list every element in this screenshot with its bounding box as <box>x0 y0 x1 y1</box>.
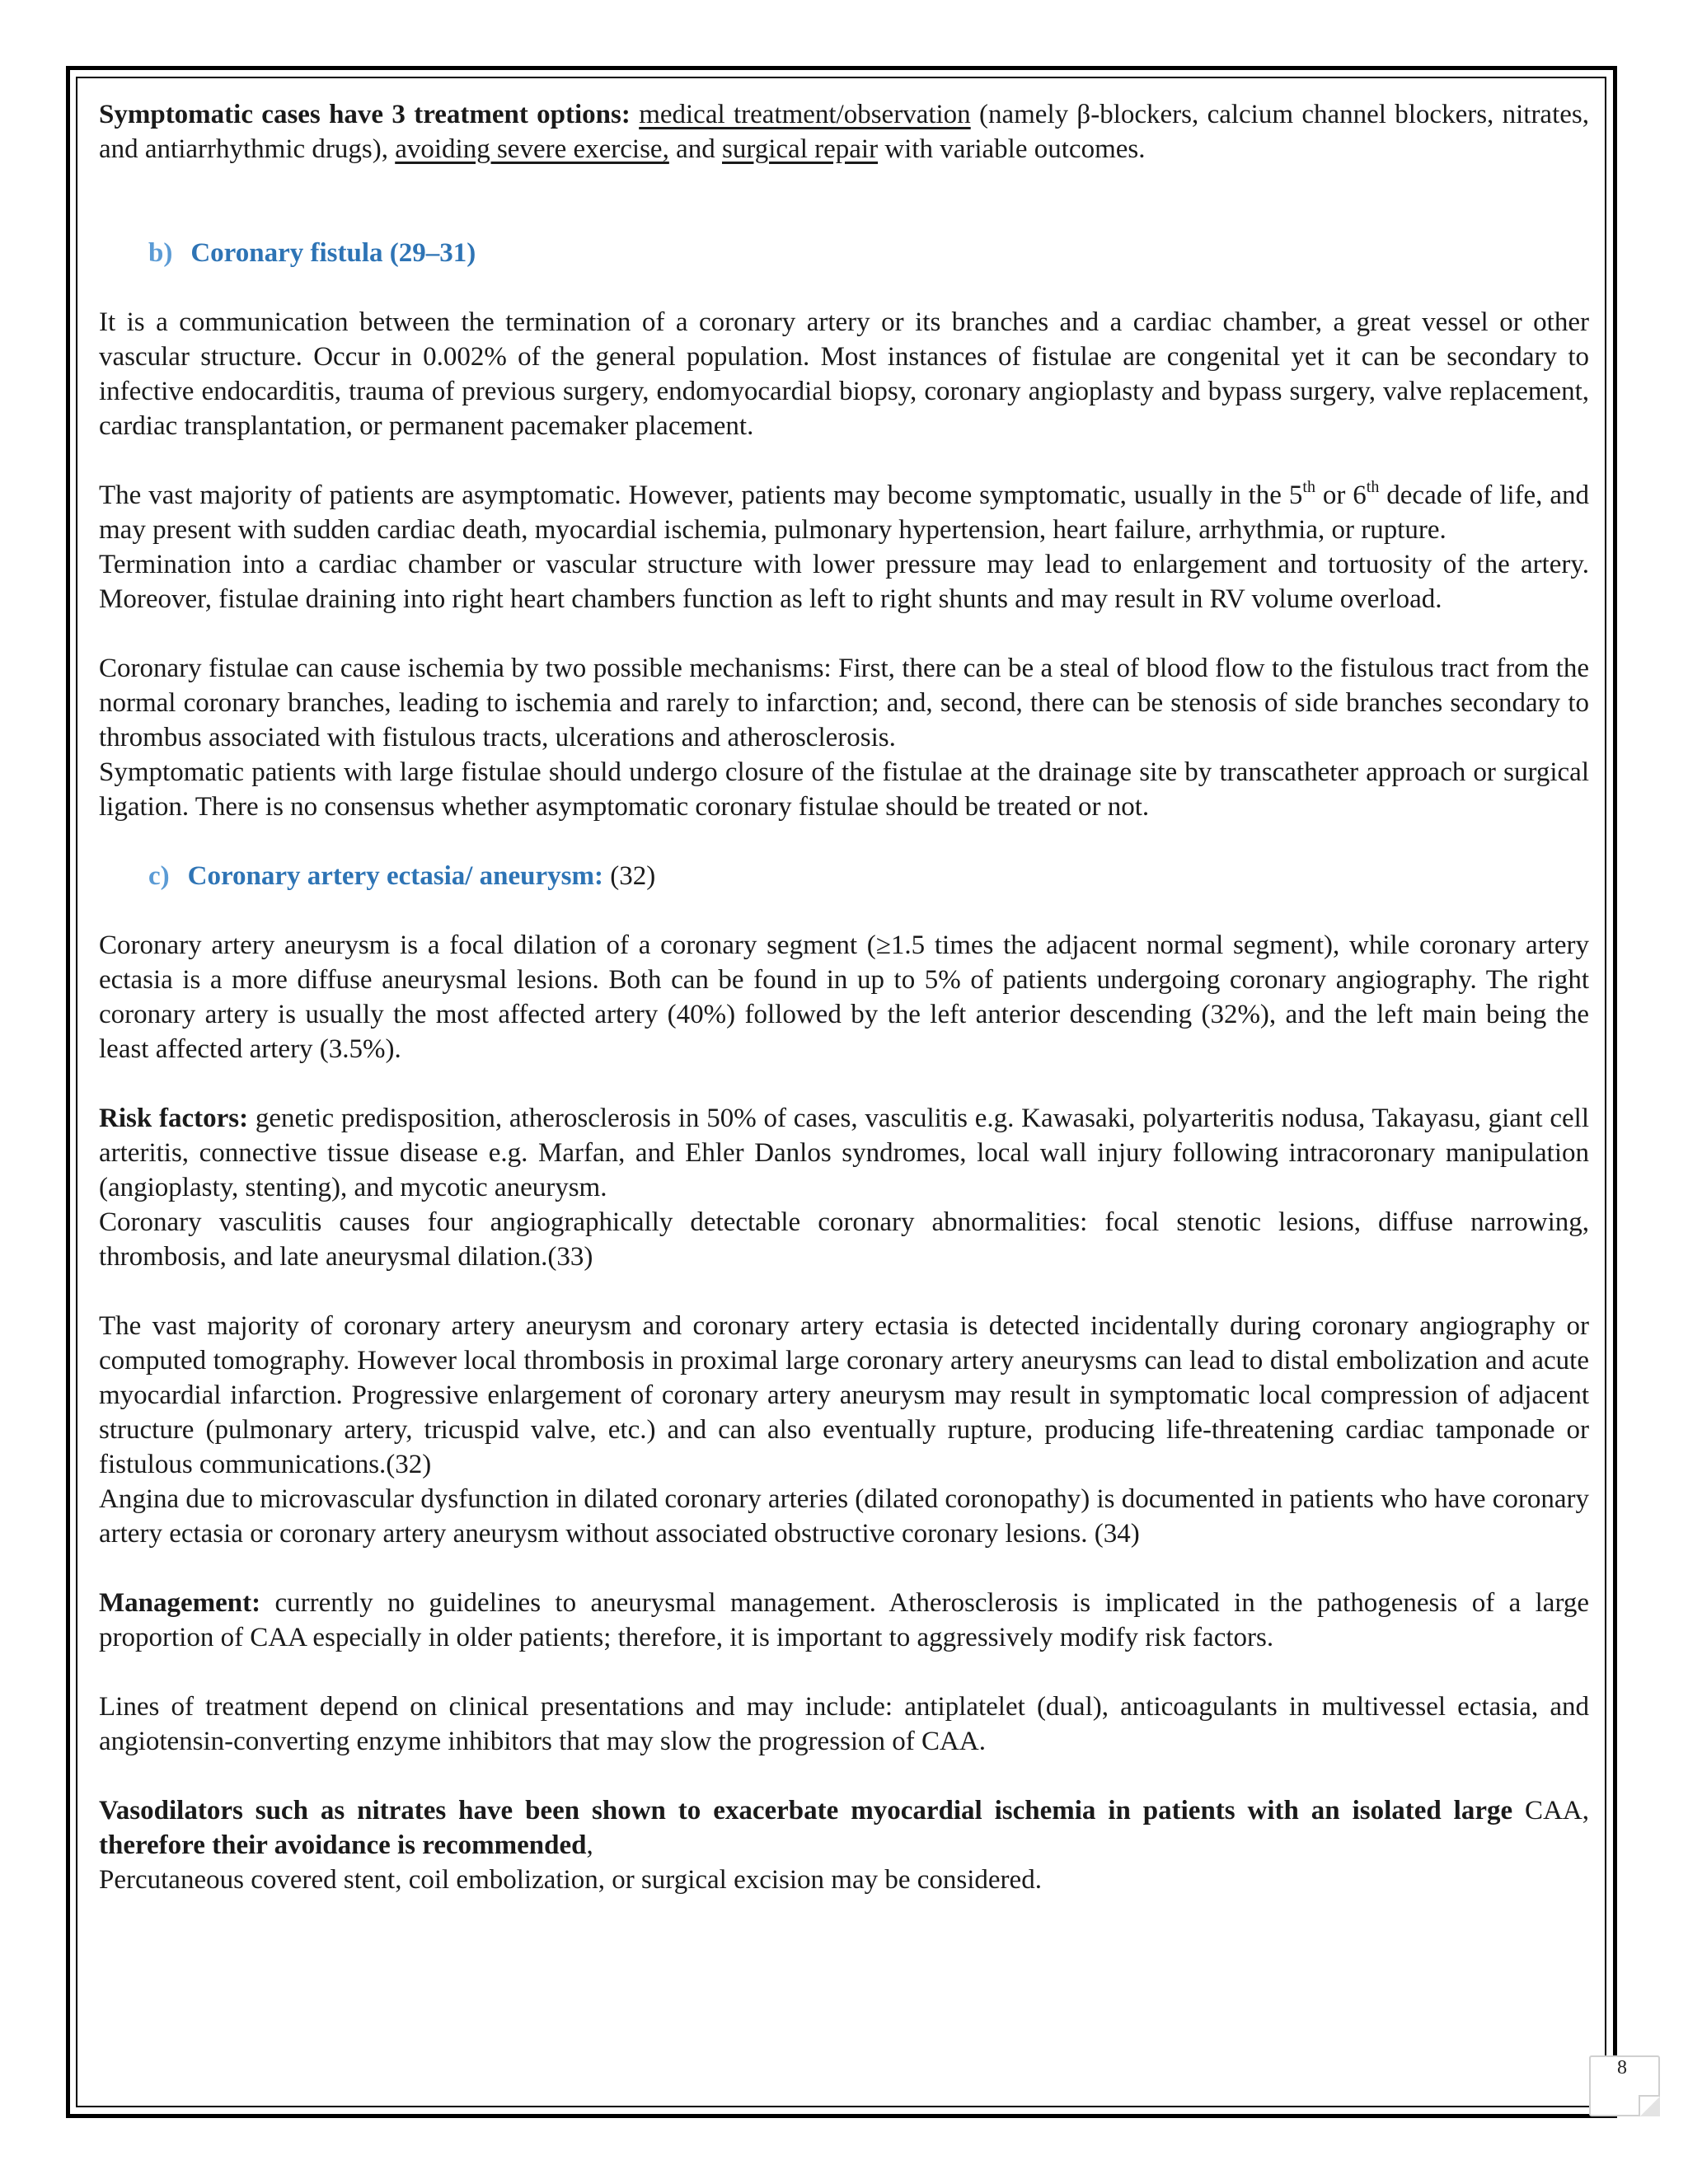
fistula-treatment-paragraph: Symptomatic patients with large fistulae should undergo closure of the fistulae at the drainage site by transcatheter approach or surgical ligation. There is no consensus whether asymptomatic coronary fistulae should be treated or not. <box>99 757 1589 822</box>
option-avoid-exercise: avoiding severe exercise, <box>395 134 669 164</box>
heading-marker-c: c) <box>148 861 170 891</box>
option-medical-treatment: medical treatment/observation <box>639 100 971 129</box>
heading-ectasia-aneurysm: c) Coronary artery ectasia/ aneurysm: (32) <box>148 861 656 891</box>
fistula-termination-paragraph: Termination into a cardiac chamber or vascular structure with lower pressure may lead to enlargement and tortuosity of the artery. Moreover, fistulae draining into right heart chambers function as left to right shunts and may result in RV volume overload. <box>99 550 1589 614</box>
risk-factors-label: Risk factors: <box>99 1104 249 1133</box>
fistula-definition-paragraph: It is a communication between the termination of a coronary artery or its branches and a cardiac chamber, a great vessel or other vascular structure. Occur in 0.002% of the general population. Most instances of fistulae are congenital yet it can be secondary to infective endocarditis, trauma of previous surgery, endomyocardial biopsy, coronary angioplasty and bypass surgery, valve replacement, cardiac transplantation, or permanent pacemaker placement. <box>99 307 1589 441</box>
vasculitis-paragraph: Coronary vasculitis causes four angiographically detectable coronary abnormalities: focal stenotic lesions, diffuse narrowing, thrombosis, and late aneurysmal dilation.(33) <box>99 1207 1589 1272</box>
angina-paragraph: Angina due to microvascular dysfunction in dilated coronary arteries (dilated coronopathy) is documented in patients who have coronary artery ectasia or coronary artery aneurysm without associated obstructive coronary lesions. (34) <box>99 1484 1590 1549</box>
document-body <box>99 97 1589 1897</box>
treatment-options-paragraph: Symptomatic cases have 3 treatment options: medical treatment/observation (namely β-blockers, calcium channel blockers, nitrates, and antiarrhythmic drugs), avoiding severe exercise, and surgical repair with variable outcomes. <box>99 100 1589 164</box>
vasodilators-paragraph: Vasodilators such as nitrates have been shown to exacerbate myocardial ischemia in patients with an isolated large CAA, therefore their avoidance is recommended, <box>99 1796 1589 1860</box>
heading-marker-b: b) <box>148 238 173 268</box>
lines-of-treatment-paragraph: Lines of treatment depend on clinical presentations and may include: antiplatelet (dual), anticoagulants in multivessel ectasia, and angiotensin-converting enzyme inhibitors that may slow the progression of CAA. <box>99 1692 1589 1756</box>
incidental-detection-paragraph: The vast majority of coronary artery aneurysm and coronary artery ectasia is detected incidentally during coronary angiography or computed tomography. However local thrombosis in proximal large coronary artery aneurysms can lead to distal embolization and acute myocardial infarction. Progressive enlargement of coronary artery aneurysm may result in symptomatic local compression of adjacent structure (pulmonary artery, tricuspid valve, etc.) and can also eventually rupture, producing life-threatening cardiac tamponade or fistulous communications.(32) <box>99 1311 1589 1479</box>
treatment-options-lead: Symptomatic cases have 3 treatment options: <box>99 100 631 129</box>
fistula-ischemia-paragraph: Coronary fistulae can cause ischemia by two possible mechanisms: First, there can be a steal of blood flow to the fistulous tract from the normal coronary branches, leading to ischemia and rarely to infarction; and, second, there can be stenosis of side branches secondary to thrombus associated with fistulous tracts, ulcerations and atherosclerosis. <box>99 654 1589 752</box>
interventions-paragraph: Percutaneous covered stent, coil embolization, or surgical excision may be considered. <box>99 1865 1042 1895</box>
option-surgical-repair: surgical repair <box>722 134 879 164</box>
fistula-symptoms-paragraph: The vast majority of patients are asymptomatic. However, patients may become symptomatic, usually in the 5th or 6th decade of life, and may present with sudden cardiac death, myocardial ischemia, pulmonary hypertension, heart failure, arrhythmia, or rupture. <box>99 478 1589 545</box>
risk-factors-paragraph: Risk factors: genetic predisposition, atherosclerosis in 50% of cases, vasculitis e.g. Kawasaki, polyarteritis nodusa, Takayasu, giant cell arteritis, connective tissue disease e.g. Marfan, and Ehler Danlos syndromes, local wall injury following intracoronary manipulation (angioplasty, stenting), and mycotic aneurysm. <box>99 1104 1589 1202</box>
heading-coronary-fistula: b) Coronary fistula (29–31) <box>148 238 476 268</box>
management-paragraph: Management: currently no guidelines to aneurysmal management. Atherosclerosis is implicated in the pathogenesis of a large proportion of CAA especially in older patients; therefore, it is important to aggressively modify risk factors. <box>99 1588 1589 1652</box>
page-number: 8 <box>1617 2057 1627 2079</box>
page-curl-icon <box>1639 2095 1660 2116</box>
aneurysm-definition-paragraph: Coronary artery aneurysm is a focal dilation of a coronary segment (≥1.5 times the adjacent normal segment), while coronary artery ectasia is a more diffuse aneurysmal lesions. Both can be found in up to 5% of patients undergoing coronary angiography. The right coronary artery is usually the most affected artery (40%) followed by the left anterior descending (32%), and the left main being the least affected artery (3.5%). <box>99 930 1589 1064</box>
management-label: Management: <box>99 1588 261 1618</box>
